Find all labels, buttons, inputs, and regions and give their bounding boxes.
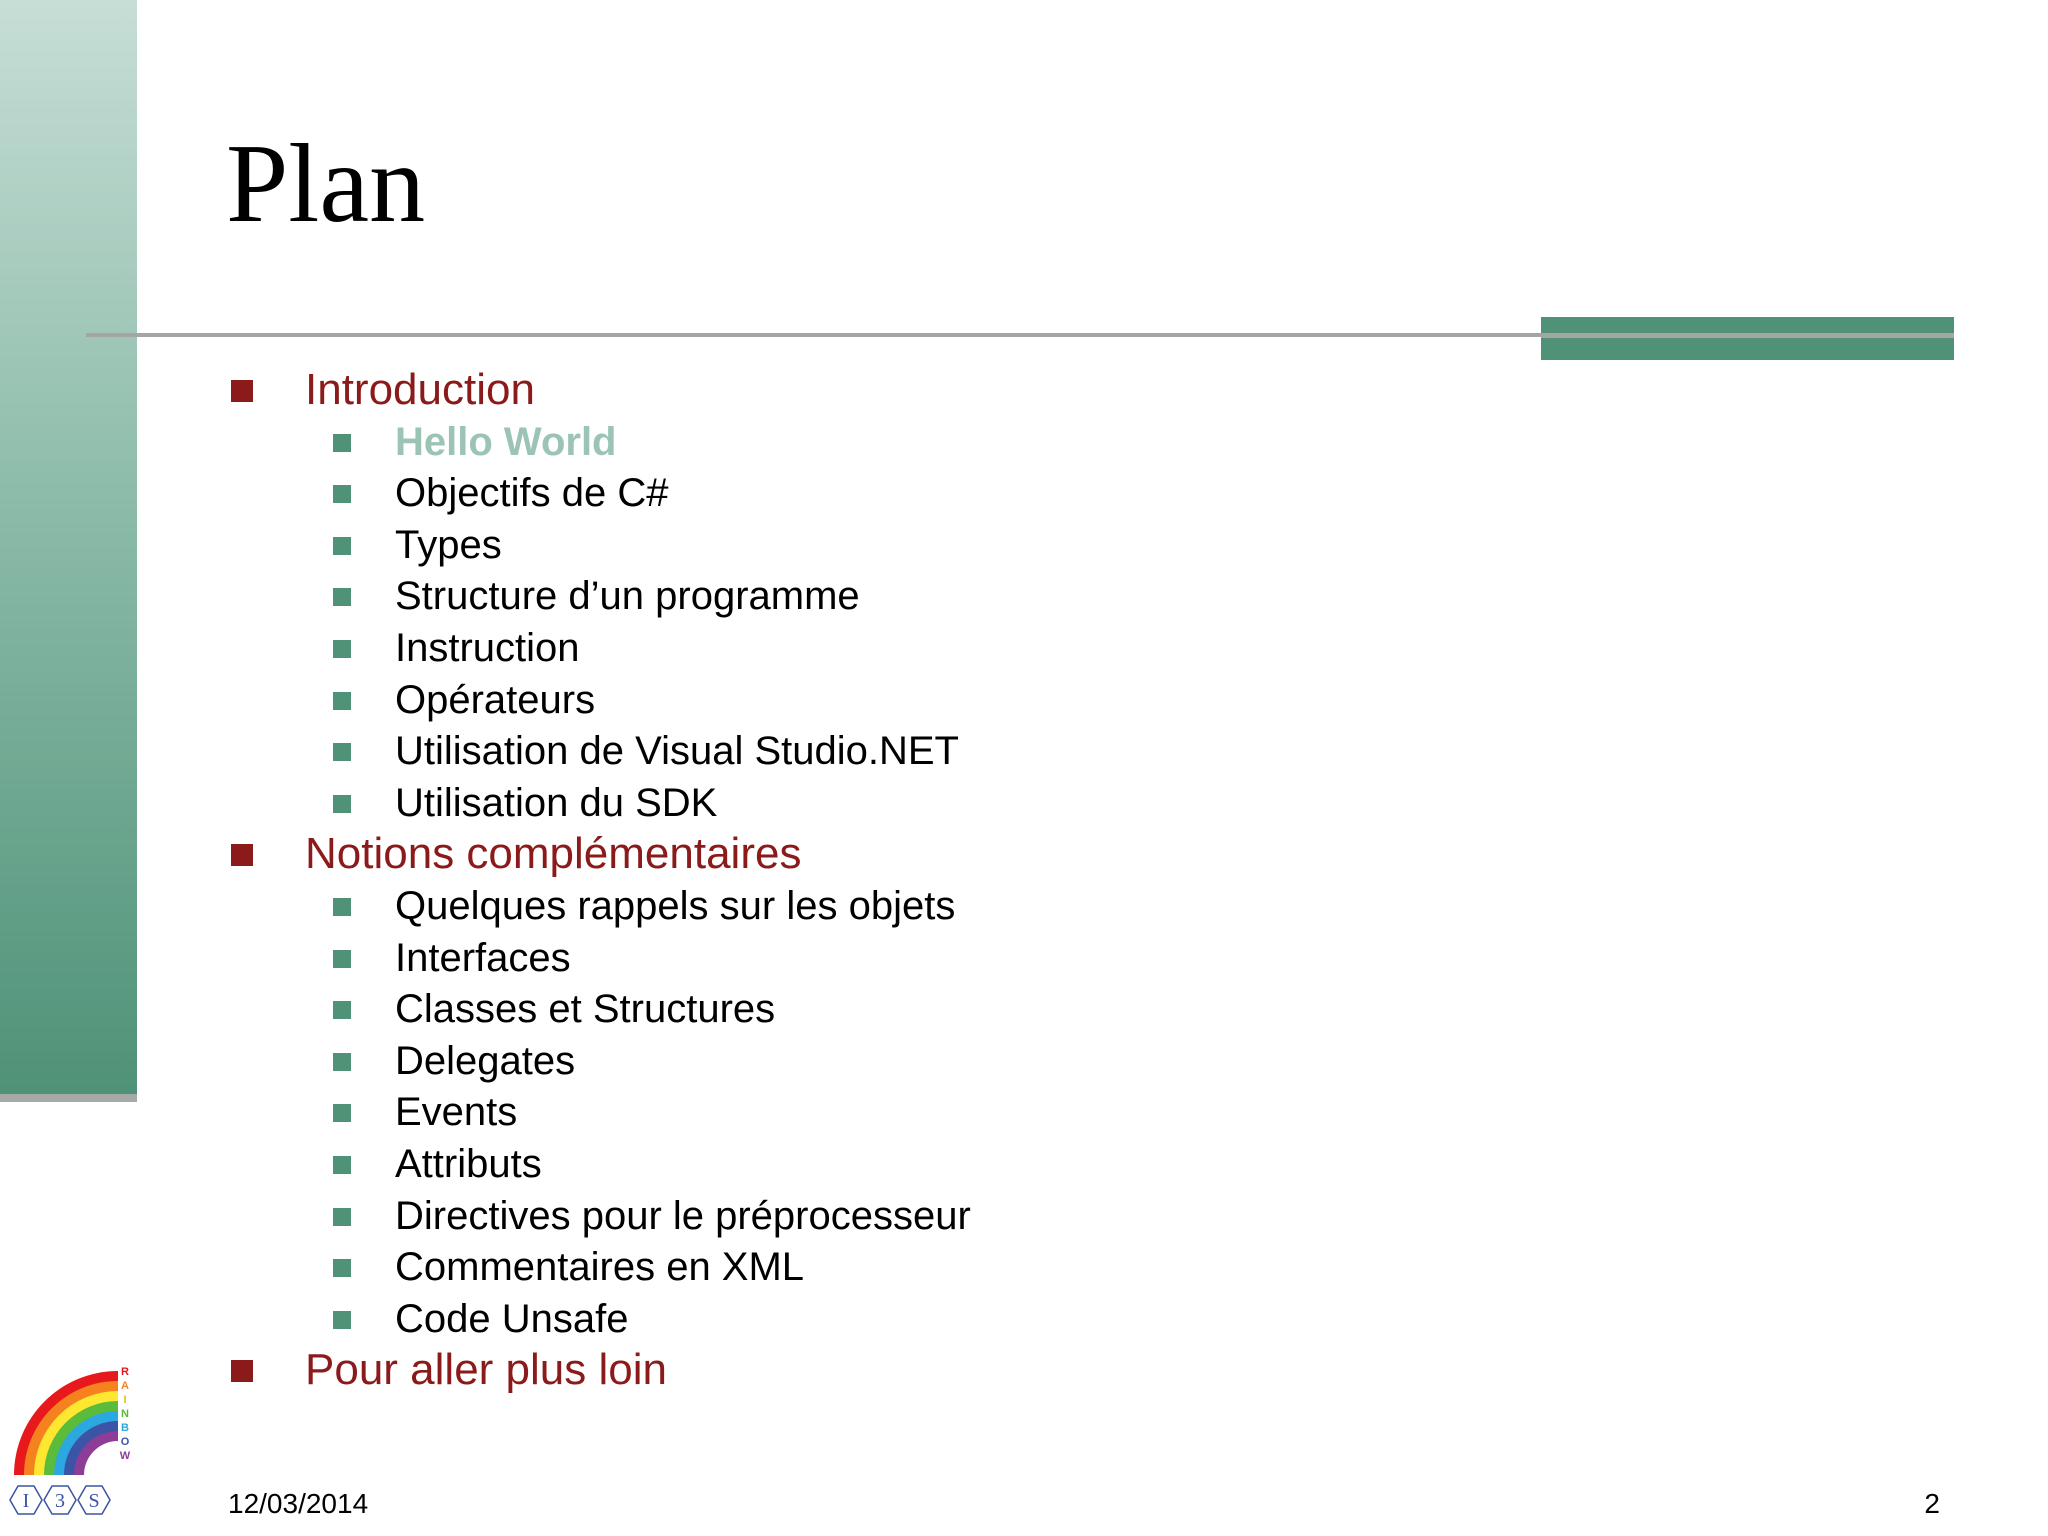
bullet-square-icon xyxy=(333,1104,351,1122)
outline-label: Structure d’un programme xyxy=(395,574,860,619)
wordmark-letter: B xyxy=(121,1422,129,1434)
outline-label: Introduction xyxy=(305,365,535,414)
outline-label: Events xyxy=(395,1090,518,1135)
wordmark-letter: W xyxy=(119,1450,131,1462)
wordmark-letter: R xyxy=(121,1366,129,1378)
footer-date: 12/03/2014 xyxy=(228,1488,369,1519)
bullet-square-icon xyxy=(333,1259,351,1277)
outline-label: Objectifs de C# xyxy=(395,471,669,516)
slide-title: Plan xyxy=(226,122,426,246)
outline-label: Utilisation du SDK xyxy=(395,780,718,825)
outline-label: Code Unsafe xyxy=(395,1296,629,1341)
outline-label: Directives pour le préprocesseur xyxy=(395,1193,971,1238)
slide-number: 2 xyxy=(1924,1488,1940,1519)
outline-label: Attributs xyxy=(395,1142,542,1186)
bullet-square-icon xyxy=(333,434,351,452)
bullet-square-icon xyxy=(333,537,351,555)
rainbow-wordmark xyxy=(120,1366,131,1462)
wordmark-letter: O xyxy=(120,1436,130,1448)
outline-label: Utilisation de Visual Studio.NET xyxy=(395,729,959,774)
wordmark-letter: A xyxy=(121,1380,129,1392)
bullet-square-icon xyxy=(333,950,351,968)
wordmark-letter: I xyxy=(123,1394,127,1406)
outline-label: Quelques rappels sur les objets xyxy=(395,884,956,928)
outline-label: Notions complémentaires xyxy=(305,829,802,879)
hexagon-letter: S xyxy=(88,1490,100,1512)
bullet-square-icon xyxy=(333,692,351,710)
i3s-hexagons-icon xyxy=(10,1486,110,1514)
outline-label: Hello World xyxy=(395,419,617,464)
wordmark-letter: N xyxy=(121,1408,129,1420)
outline-label: Instruction xyxy=(395,626,580,670)
outline-label: Commentaires en XML xyxy=(395,1245,805,1290)
bullet-square-icon xyxy=(333,898,351,916)
bullet-square-icon xyxy=(333,640,351,658)
bullet-square-icon xyxy=(333,1208,351,1226)
bullet-square-icon xyxy=(333,1001,351,1019)
bullet-square-icon xyxy=(231,1360,253,1382)
outline-label: Types xyxy=(395,522,502,567)
bullet-square-icon xyxy=(231,844,253,866)
bullet-square-icon xyxy=(333,1311,351,1329)
bullet-square-icon xyxy=(333,795,351,813)
outline-label: Pour aller plus loin xyxy=(305,1345,667,1395)
outline-label: Opérateurs xyxy=(395,677,596,722)
rainbow-logo xyxy=(8,1355,132,1525)
bullet-square-icon xyxy=(333,588,351,606)
hexagon-letter: I xyxy=(22,1490,30,1512)
bullet-square-icon xyxy=(333,743,351,761)
bullet-square-icon xyxy=(333,1156,351,1174)
bullet-square-icon xyxy=(231,380,253,402)
outline-label: Delegates xyxy=(395,1038,576,1083)
outline-label: Classes et Structures xyxy=(395,987,776,1032)
bullet-square-icon xyxy=(333,485,351,503)
hexagon-letter: 3 xyxy=(55,1490,65,1512)
bullet-square-icon xyxy=(333,1053,351,1071)
outline-label: Interfaces xyxy=(395,935,571,980)
rainbow-arc-icon xyxy=(14,1371,118,1475)
